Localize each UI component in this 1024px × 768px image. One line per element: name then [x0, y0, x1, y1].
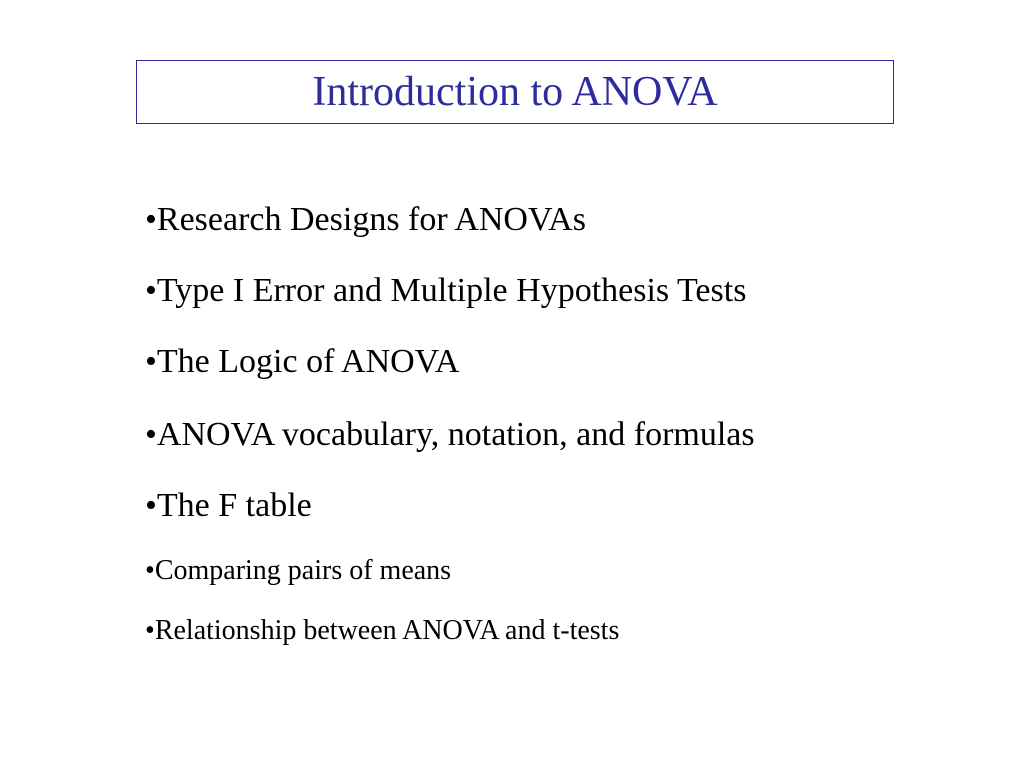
bullet-item-comparing-pairs [145, 557, 451, 585]
bullet-text: Research Designs for ANOVAs [156, 201, 586, 238]
bullet-item-f-table [145, 489, 312, 523]
bullet-text: Type I Error and Multiple Hypothesis Tests [156, 272, 747, 309]
bullet-text: Comparing pairs of means [154, 555, 452, 586]
bullet-symbol: • [145, 272, 157, 309]
bullet-text: ANOVA vocabulary, notation, and formulas [156, 416, 755, 453]
bullet-symbol: • [145, 615, 155, 646]
bullet-text: The Logic of ANOVA [156, 343, 460, 380]
bullet-text: The F table [156, 487, 312, 524]
bullet-item-research-designs [145, 203, 586, 237]
bullet-item-anova-vocabulary [145, 418, 755, 452]
bullet-text: Relationship between ANOVA and t-tests [154, 615, 620, 646]
slide-title: Introduction to ANOVA [312, 69, 718, 115]
bullet-symbol: • [145, 416, 157, 453]
title-box [136, 60, 894, 124]
bullet-symbol: • [145, 555, 155, 586]
bullet-item-logic-of-anova [145, 345, 459, 379]
bullet-symbol: • [145, 343, 157, 380]
bullet-item-relationship-anova-t-tests [145, 617, 619, 645]
bullet-item-type-i-error [145, 274, 746, 308]
bullet-symbol: • [145, 487, 157, 524]
bullet-symbol: • [145, 201, 157, 238]
